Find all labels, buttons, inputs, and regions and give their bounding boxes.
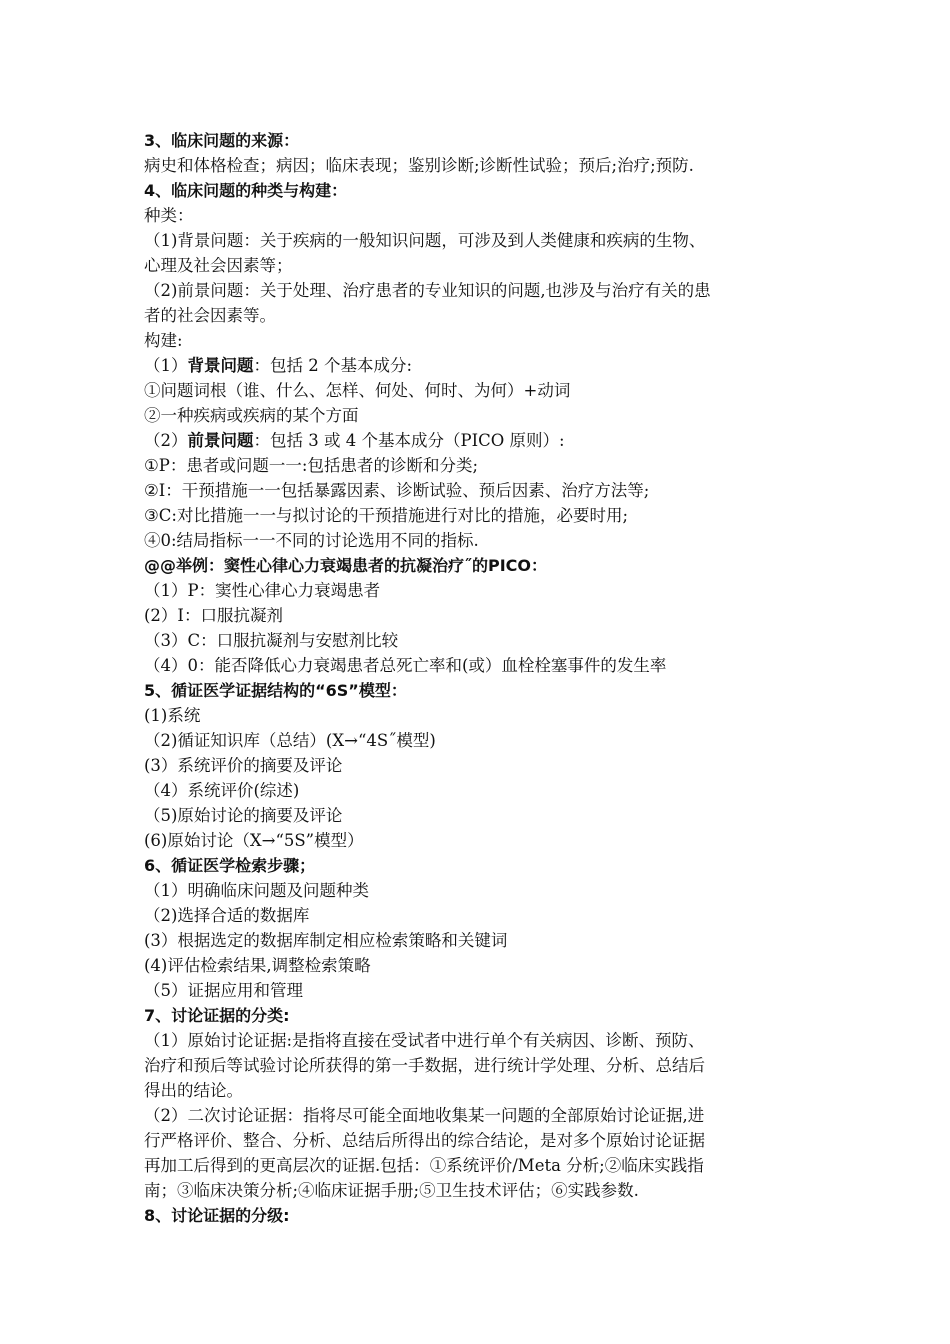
text-line: （4）系统评价(综述) [144,781,300,800]
text-line: （4）0：能否降低心力衰竭患者总死亡率和(或）血栓栓塞事件的发生率 [144,656,667,675]
text-line: （2)循证知识库（总结）(X→“4S˝模型) [144,731,436,750]
text-line: （1)背景问题：关于疾病的一般知识问题，可涉及到人类健康和疾病的生物、 [144,231,706,250]
text-line: ③C:对比措施一一与拟讨论的干预措施进行对比的措施，必要时用; [144,506,629,525]
text-line: （1）明确临床问题及问题种类 [144,881,369,900]
heading-6: 6、循证医学检索步骤； [144,856,316,875]
text-line: 种类： [144,206,194,225]
text-line: ④0:结局指标一一不同的讨论选用不同的指标. [144,531,479,550]
heading-8: 8、讨论证据的分级: [144,1206,290,1225]
text-line: (2）I：口服抗凝剂 [144,606,283,625]
text-line: (6)原始讨论（X→“5S”模型） [144,831,364,850]
text-line: (3）根据选定的数据库制定相应检索策略和关键词 [144,931,508,950]
text-line: （5）证据应用和管理 [144,981,303,1000]
example-heading: @@举例：窦性心律心力衰竭患者的抗凝治疗˝的PICO： [144,556,548,575]
text-line: （3）C：口服抗凝剂与安慰剂比较 [144,631,399,650]
bold-term: 背景问题 [187,356,254,375]
text-line: ②一种疾病或疾病的某个方面 [144,406,359,425]
text-line: (3）系统评价的摘要及评论 [144,756,343,775]
text-line: 治疗和预后等试验讨论所获得的第一手数据，进行统计学处理、分析、总结后 [144,1056,705,1075]
line-suffix: ：包括 3 或 4 个基本成分（PICO 原则）: [253,431,565,450]
heading-5: 5、循证医学证据结构的“6S”模型： [144,681,407,700]
text-line: （1）P：窦性心律心力衰竭患者 [144,581,381,600]
text-line: (1)系统 [144,706,201,725]
text-line: 行严格评价、整合、分析、总结后所得出的综合结论，是对多个原始讨论证据 [144,1131,705,1150]
text-line: （1）原始讨论证据:是指将直接在受试者中进行单个有关病因、诊断、预防、 [144,1031,705,1050]
text-line: 南；③临床决策分析;④临床证据手册;⑤卫生技术评估；⑥实践参数. [144,1181,639,1200]
text-line-mixed [144,353,814,378]
line-suffix: ：包括 2 个基本成分: [253,356,413,375]
text-line: 得出的结论。 [144,1081,243,1100]
text-line: （5)原始讨论的摘要及评论 [144,806,343,825]
text-line: (4)评估检索结果,调整检索策略 [144,956,371,975]
bold-term: 前景问题 [187,431,254,450]
text-line: 心理及社会因素等； [144,256,293,275]
text-line: 构建: [144,331,183,350]
heading-3: 3、临床问题的来源： [144,131,300,150]
text-line: 者的社会因素等。 [144,306,276,325]
text-line: （2）二次讨论证据：指将尽可能全面地收集某一问题的全部原始讨论证据,进 [144,1106,705,1125]
heading-4: 4、临床问题的种类与构建： [144,181,348,200]
line-prefix: （2） [144,431,188,450]
text-line: 病史和体格检查；病因；临床表现；鉴别诊断;诊断性试验；预后;治疗;预防. [144,156,694,175]
text-line: （2)前景问题：关于处理、治疗患者的专业知识的问题,也涉及与治疗有关的患 [144,281,711,300]
text-line: ①P：患者或问题一一:包括患者的诊断和分类; [144,456,479,475]
text-line: ①问题词根（谁、什么、怎样、何处、何时、为何）+动词 [144,381,571,400]
text-line: （2)选择合适的数据库 [144,906,310,925]
line-prefix: （1） [144,356,188,375]
text-line: 再加工后得到的更高层次的证据.包括：①系统评价/Meta 分析;②临床实践指 [144,1156,704,1175]
heading-7: 7、讨论证据的分类: [144,1006,290,1025]
text-line-mixed [144,428,814,453]
text-line: ②I：干预措施一一包括暴露因素、诊断试验、预后因素、治疗方法等; [144,481,650,500]
